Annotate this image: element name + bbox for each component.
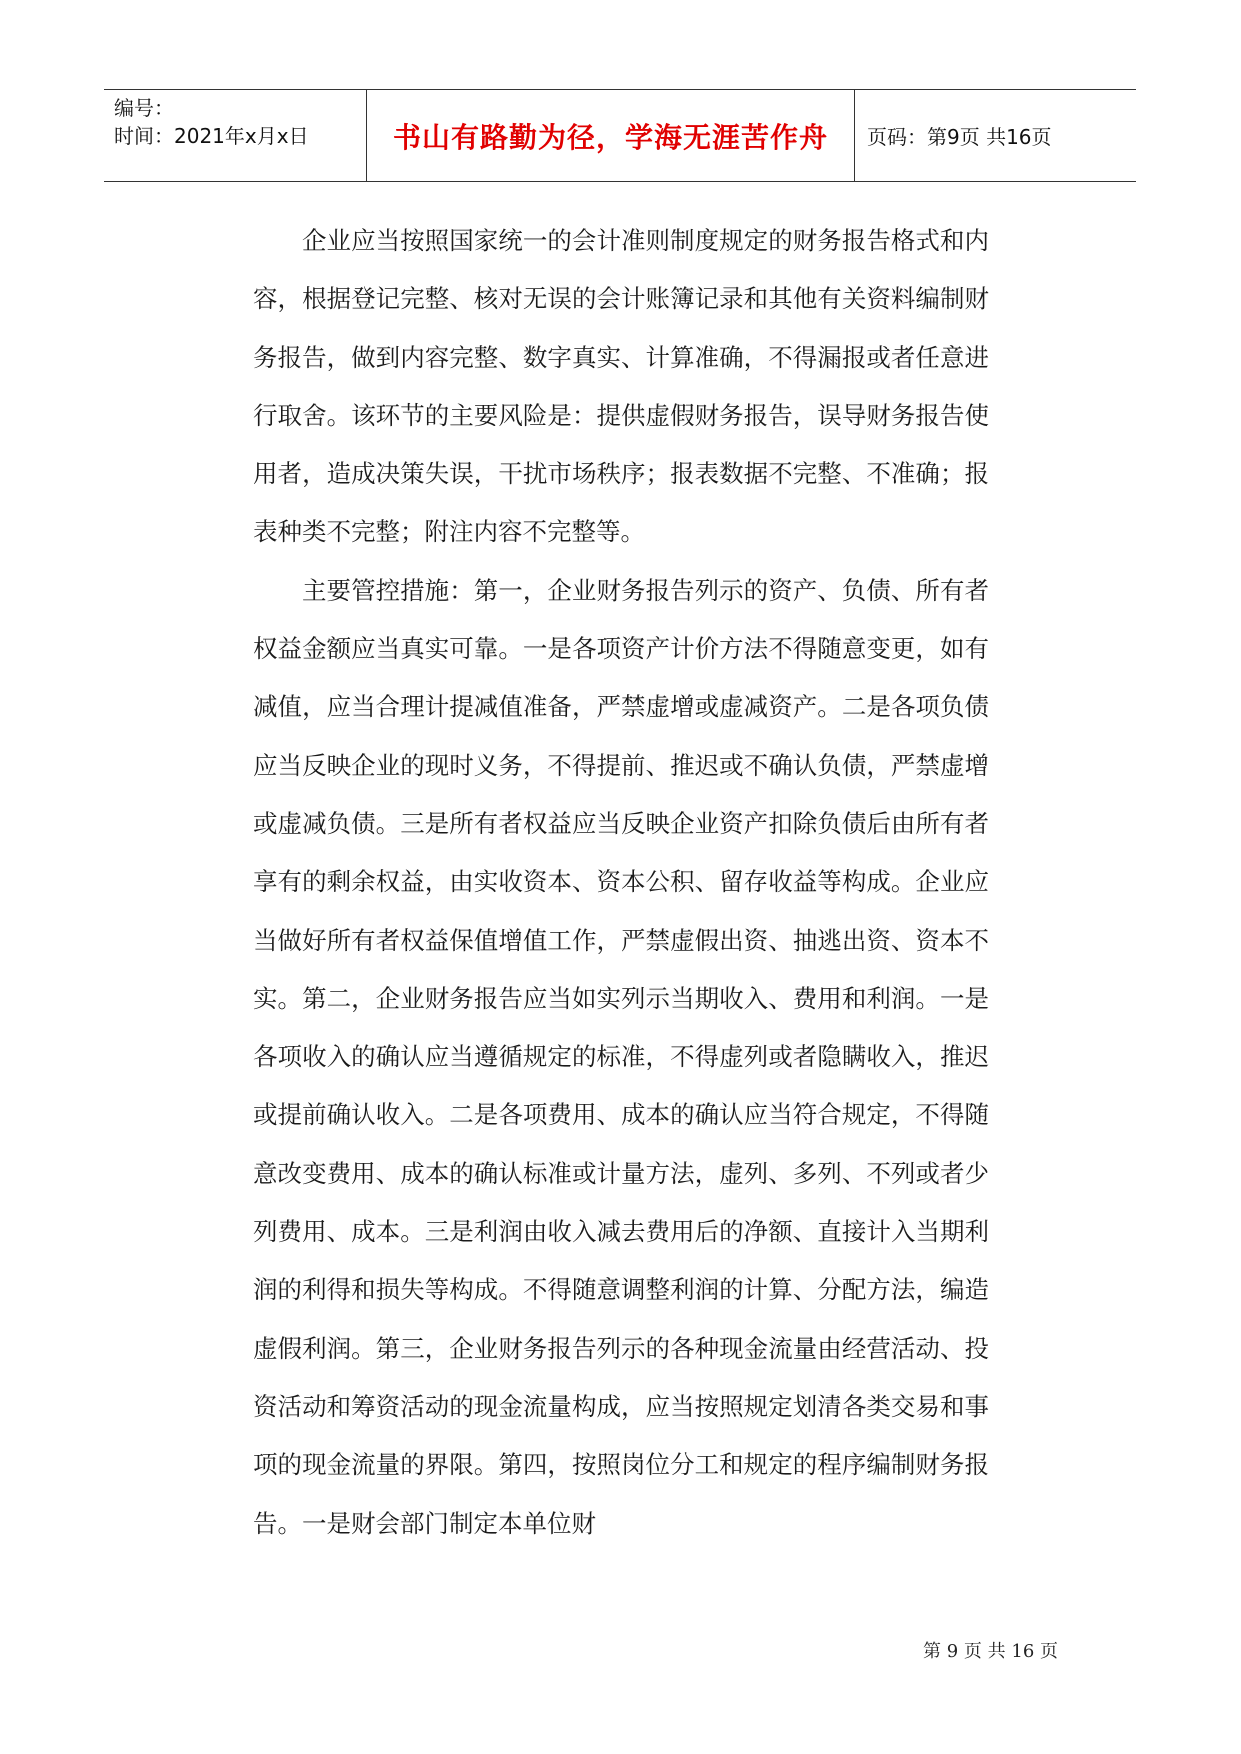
document-body: [253, 212, 989, 1553]
page-code: 页码：第9页 共16页: [867, 125, 1052, 149]
header-meta-cell: [104, 90, 367, 181]
page-footer: [0, 1637, 1058, 1663]
motto-text: 书山有路勤为径，学海无涯苦作舟: [392, 120, 828, 154]
time-label: 时间：2021年x月x日: [114, 124, 309, 148]
footer-page-number: 第 9 页 共 16 页: [923, 1641, 1058, 1662]
paragraph: 主要管控措施：第一，企业财务报告列示的资产、负债、所有者权益金额应当真实可靠。一是各项资产计价方法不得随意变更，如有减值，应当合理计提减值准备，严禁虚增或虚减资产。二是各项负债应当反映企业的现时义务，不得提前、推迟或不确认负债，严禁虚增或虚减负债。三是所有者权益应当反映企业资产扣除负债后由所有者享有的剩余权益，由实收资本、资本公积、留存收益等构成。企业应当做好所有者权益保值增值工作，严禁虚假出资、抽逃出资、资本不实。第二，企业财务报告应当如实列示当期收入、费用和利润。一是各项收入的确认应当遵循规定的标准，不得虚列或者隐瞒收入，推迟或提前确认收入。二是各项费用、成本的确认应当符合规定，不得随意改变费用、成本的确认标准或计量方法，虚列、多列、不列或者少列费用、成本。三是利润由收入减去费用后的净额、直接计入当期利润的利得和损失等构成。不得随意调整利润的计算、分配方法，编造虚假利润。第三，企业财务报告列示的各种现金流量由经营活动、投资活动和筹资活动的现金流量构成，应当按照规定划清各类交易和事项的现金流量的界限。第四，按照岗位分工和规定的程序编制财务报告。一是财会部门制定本单位财: [253, 575, 989, 1538]
header-page-cell: [855, 90, 1136, 181]
paragraph: 企业应当按照国家统一的会计准则制度规定的财务报告格式和内容，根据登记完整、核对无误的会计账簿记录和其他有关资料编制财务报告，做到内容完整、数字真实、计算准确，不得漏报或者任意进行取舍。该环节的主要风险是：提供虚假财务报告，误导财务报告使用者，造成决策失误，干扰市场秩序；报表数据不完整、不准确；报表种类不完整；附注内容不完整等。: [253, 226, 989, 547]
header-motto-cell: [367, 90, 855, 181]
document-header: [104, 89, 1136, 182]
number-label: 编号：: [114, 96, 174, 120]
